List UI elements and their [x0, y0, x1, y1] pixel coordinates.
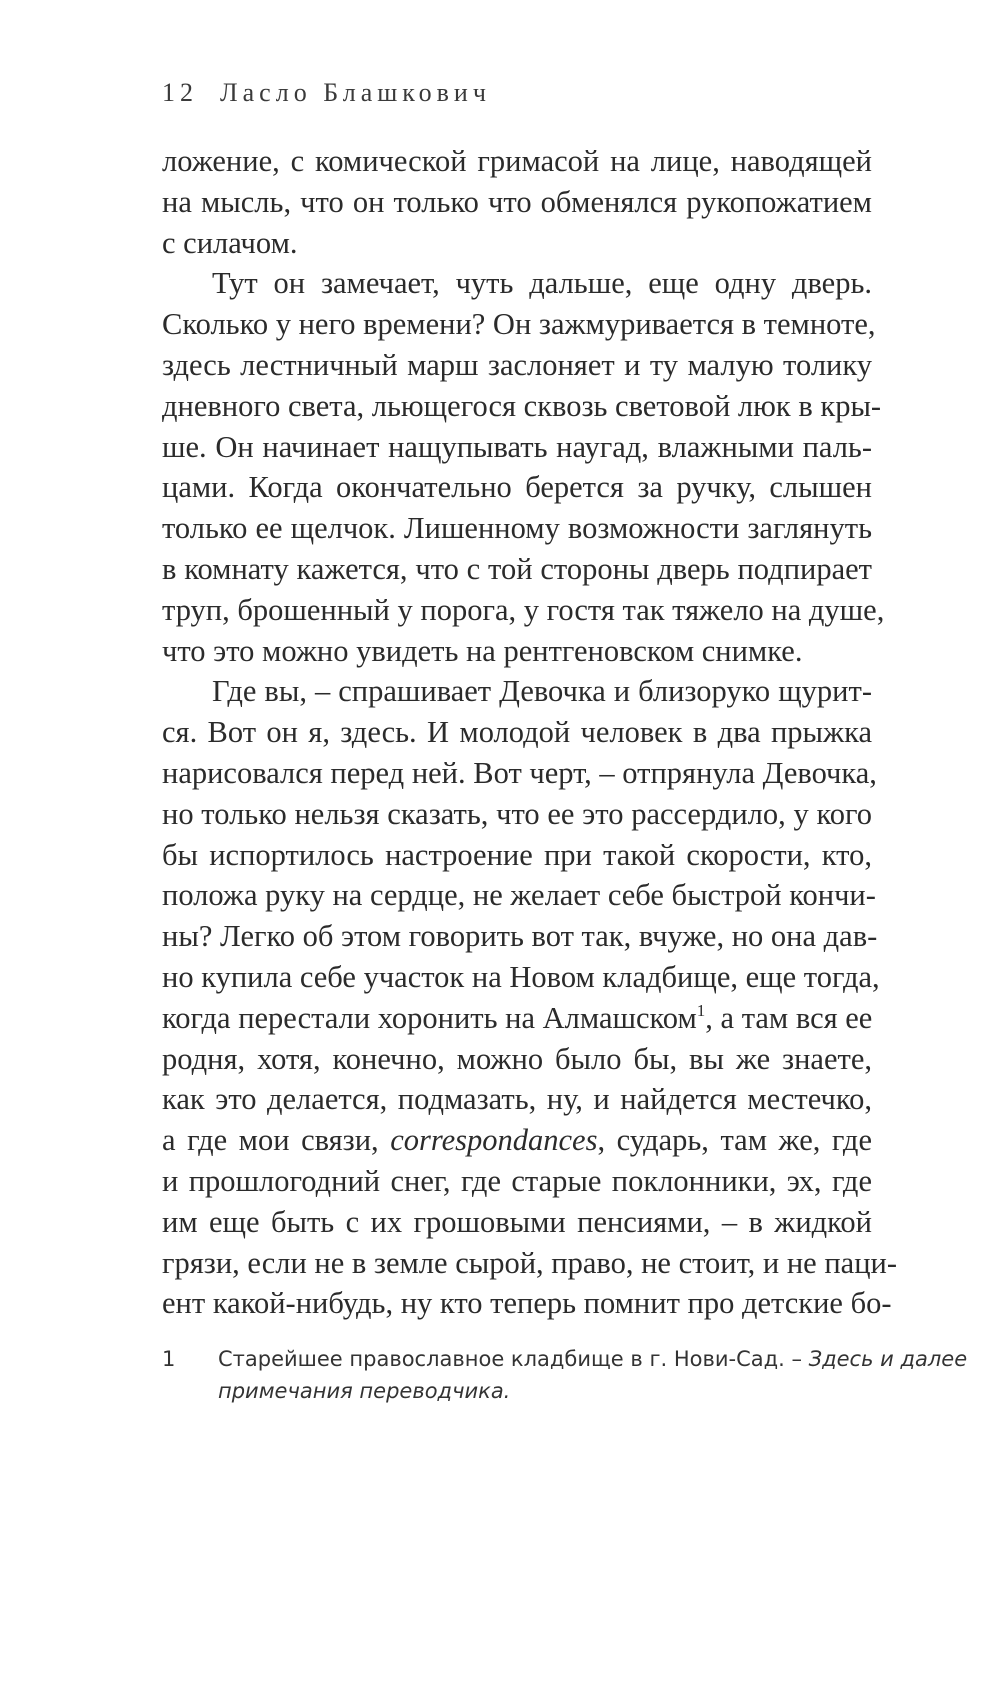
- text-line: [162, 508, 872, 549]
- text-line: [162, 835, 872, 876]
- text-line: [162, 223, 872, 264]
- text-line: [162, 1161, 872, 1202]
- line-text: дневного света, льющегося сквозь световой люк в кры-: [162, 388, 882, 423]
- footnote-italic-line: примечания переводчика.: [218, 1379, 511, 1403]
- line-text: ложение, с комической гримасой на лице, наводящей: [162, 144, 872, 178]
- italic-phrase: correspondances: [390, 1123, 598, 1158]
- text-line: [162, 304, 876, 345]
- line-text: нарисовался перед ней. Вот черт, – отпрянула Девочка,: [162, 755, 877, 790]
- line-text: и прошлогодний снег, где старые поклонники, эх, где: [162, 1163, 872, 1198]
- line-text: родня, хотя, конечно, можно было бы, вы же знаете,: [162, 1041, 872, 1076]
- line-text-continued: , а там вся ее: [705, 1000, 873, 1035]
- author-name: Ласло Блашкович: [220, 78, 491, 107]
- text-line: [162, 1079, 872, 1120]
- text-line: [162, 671, 872, 712]
- paragraph: [162, 141, 872, 263]
- line-text: но купила себе участок на Новом кладбище, еще тогда,: [162, 959, 880, 994]
- footnote-text: Старейшее православное кладбище в г. Нови-Сад. –: [218, 1347, 809, 1371]
- line-text: но только нельзя сказать, что ее это рассердило, у кого: [162, 796, 872, 831]
- line-text: на мысль, что он только что обменялся рукопожатием: [162, 184, 872, 219]
- footnote-italic-text: Здесь и далее: [808, 1347, 968, 1371]
- line-text: а где мои связи,: [162, 1123, 391, 1158]
- text-line: [162, 753, 877, 794]
- text-line: [162, 263, 872, 304]
- line-text: им еще быть с их грошовыми пенсиями, – в жидкой: [162, 1204, 872, 1239]
- line-text: ны? Легко об этом говорить вот так, вчуже, но она дав-: [162, 919, 878, 954]
- footnote: [162, 1343, 968, 1407]
- text-line: [162, 1283, 892, 1324]
- footnotes: [162, 1343, 968, 1407]
- line-text: цами. Когда окончательно берется за ручку, слышен: [162, 470, 872, 505]
- line-text: здесь лестничный марш заслоняет и ту малую толику: [162, 347, 872, 382]
- text-line: [162, 631, 872, 672]
- footnote-line: [218, 1343, 967, 1375]
- footnote-number: 1: [162, 1347, 176, 1371]
- body-text: [162, 141, 897, 1324]
- line-text: с силачом.: [162, 225, 298, 260]
- text-line: [162, 386, 882, 427]
- text-line: [162, 1120, 872, 1161]
- text-line: [162, 345, 872, 386]
- footnote-body: [218, 1343, 967, 1407]
- text-line: [162, 1243, 897, 1284]
- line-text: только ее щелчок. Лишенному возможности заглянуть: [162, 511, 872, 546]
- text-line: [162, 1039, 872, 1080]
- text-line: [162, 427, 872, 468]
- paragraph: [162, 263, 885, 671]
- page-number: 12: [162, 78, 198, 107]
- line-text: Сколько у него времени? Он зажмуривается в темноте,: [162, 307, 876, 342]
- line-text: бы испортилось настроение при такой скорости, кто,: [162, 837, 872, 872]
- text-line: [162, 875, 876, 916]
- text-line: [162, 794, 872, 835]
- text-line: [162, 916, 878, 957]
- text-line: [162, 467, 872, 508]
- line-text: ент какой-нибудь, ну кто теперь помнит про детские бо-: [162, 1286, 892, 1321]
- line-text: Где вы, – спрашивает Девочка и близоруко щурит-: [212, 674, 872, 709]
- text-line: [162, 998, 872, 1039]
- footnote-reference: 1: [696, 1000, 706, 1020]
- text-line: [162, 182, 872, 223]
- line-text: грязи, если не в земле сырой, право, не стоит, и не паци-: [162, 1245, 897, 1280]
- line-text: Тут он замечает, чуть дальше, еще одну дверь.: [212, 266, 872, 301]
- line-text: труп, брошенный у порога, у гостя так тяжело на душе,: [162, 592, 885, 627]
- line-text: положа руку на сердце, не желает себе быстрой кончи-: [162, 878, 876, 913]
- line-text: как это делается, подмазать, ну, и найдется местечко,: [162, 1082, 872, 1117]
- line-text: ся. Вот он я, здесь. И молодой человек в два прыжка: [162, 715, 872, 750]
- text-line: [162, 141, 872, 182]
- line-text: что это можно увидеть на рентгеновском снимке.: [162, 633, 803, 668]
- text-line: [162, 590, 885, 631]
- line-text: ше. Он начинает нащупывать наугад, влажными паль-: [162, 429, 872, 464]
- text-line: [162, 1202, 872, 1243]
- line-text: в комнату кажется, что с той стороны дверь подпирает: [162, 551, 872, 586]
- text-line: [162, 712, 872, 753]
- text-line: [162, 549, 872, 590]
- line-text: когда перестали хоронить на Алмашском: [162, 1000, 697, 1035]
- paragraph: [162, 671, 897, 1324]
- line-text-continued: , сударь, там же, где: [597, 1123, 872, 1158]
- running-head: [162, 78, 491, 108]
- text-line: [162, 957, 880, 998]
